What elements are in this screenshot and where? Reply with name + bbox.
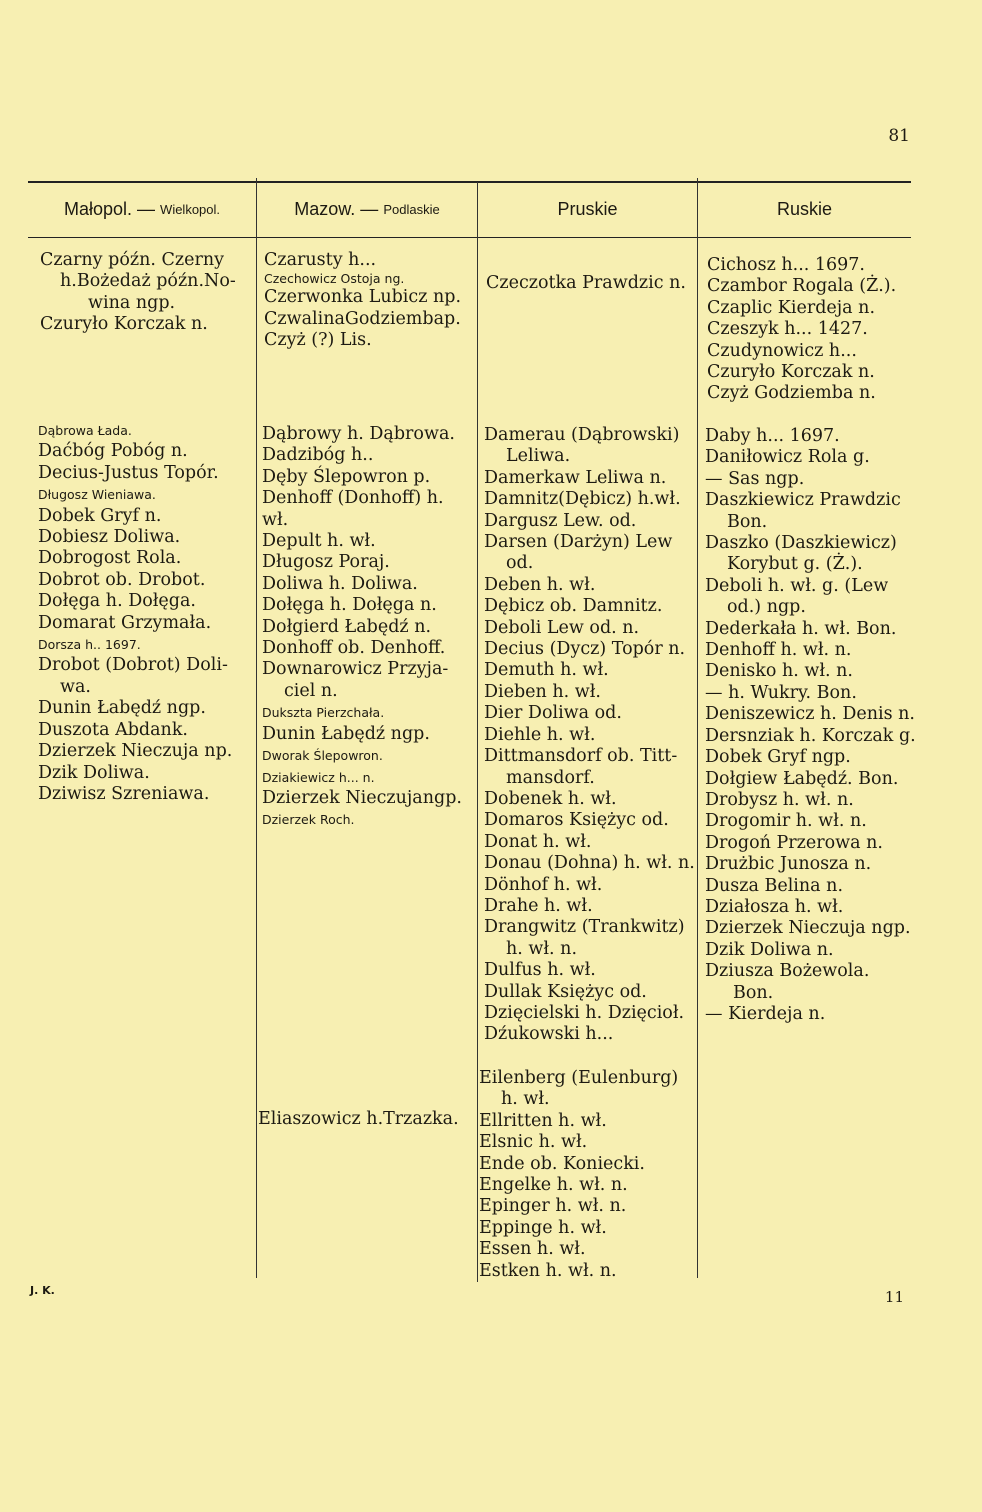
entry: Dzierzek Nieczujangp. <box>262 787 462 808</box>
entry: Leliwa. <box>506 446 571 467</box>
entry: Dönhof h. wł. <box>484 874 603 895</box>
entry: Dullak Księżyc od. <box>484 981 647 1002</box>
entry: wa. <box>60 676 91 697</box>
entry: Dołęga h. Dołęga n. <box>262 595 437 616</box>
entry: wł. <box>262 509 289 530</box>
entry: Działosza h. wł. <box>705 896 844 917</box>
entry: Dzięcielski h. Dzięcioł. <box>484 1002 685 1023</box>
entry: Dobrogost Rola. <box>38 548 182 569</box>
entry: Elsnic h. wł. <box>479 1132 588 1153</box>
header-ruskie: Ruskie <box>776 198 833 219</box>
entry: Daniłowicz Rola g. <box>705 447 870 468</box>
column-divider-2 <box>477 182 478 1282</box>
entry: mansdorf. <box>506 767 595 788</box>
header-mazow <box>257 182 477 236</box>
entry: Drogomir h. wł. n. <box>705 811 867 832</box>
col2-c-block <box>264 250 461 352</box>
entry: Damnitz(Dębicz) h.wł. <box>484 489 681 510</box>
entry: Dołgierd Łabędź n. <box>262 616 432 637</box>
entry: Czaplic Kierdeja n. <box>707 297 876 318</box>
entry: Darsen (Darżyn) Lew <box>484 532 673 553</box>
entry: Drobysz h. wł. n. <box>705 789 854 810</box>
entry: Engelke h. wł. n. <box>479 1175 628 1196</box>
entry: Damerau (Dąbrowski) <box>484 425 680 445</box>
entry: Eilenberg (Eulenburg) <box>479 1068 679 1088</box>
entry: Dargusz Lew. od. <box>484 510 637 531</box>
entry: Dadzibóg h.. <box>262 445 374 466</box>
entry: Korybut g. (Ż.). <box>727 554 863 575</box>
entry: Dusza Belina n. <box>705 875 844 896</box>
entry: Denisko h. wł. n. <box>705 661 853 682</box>
entry: Bon. <box>733 982 774 1003</box>
entry: Domarat Grzymała. <box>38 612 212 633</box>
col3-e-block <box>479 1068 678 1282</box>
entry: Dukszta Pierzchała. <box>262 705 385 721</box>
entry: Daby h... 1697. <box>705 426 840 446</box>
entry: — Kierdeja n. <box>705 1003 826 1024</box>
entry: Dobiesz Doliwa. <box>38 527 181 548</box>
entry: Czambor Rogala (Ż.). <box>707 276 897 297</box>
column-divider-1 <box>256 178 257 1278</box>
entry: Drahe h. wł. <box>484 895 593 916</box>
entry: h.Bożedaż późn.No- <box>60 271 236 292</box>
header-malopol-label: Małopol. — <box>63 198 156 219</box>
header-malopol <box>28 182 256 236</box>
entry: Dzierzek Roch. <box>262 812 355 828</box>
entry: ciel n. <box>284 680 338 701</box>
entry: Dobrot ob. Drobot. <box>38 569 206 590</box>
entry: Długosz Poraj. <box>262 552 390 573</box>
entry: Dębicz ob. Damnitz. <box>484 596 663 617</box>
entry: Eppinge h. wł. <box>479 1217 607 1238</box>
entry: Dzik Doliwa. <box>38 762 150 783</box>
entry: Daszko (Daszkiewicz) <box>705 533 897 554</box>
entry: Długosz Wieniawa. <box>38 487 156 503</box>
col3-c-block <box>486 273 686 294</box>
entry: Diehle h. wł. <box>484 724 596 745</box>
entry: Dąbrowa Łada. <box>38 423 132 438</box>
entry: Dziwisz Szreniawa. <box>38 783 210 804</box>
entry: od. <box>506 553 534 574</box>
entry: Dunin Łabędź ngp. <box>262 723 430 744</box>
entry: Dąbrowy h. Dąbrowa. <box>262 424 455 444</box>
entry: Dzik Doliwa n. <box>705 939 834 960</box>
entry: Deboli Lew od. n. <box>484 617 640 638</box>
entry: Daćbóg Pobóg n. <box>38 441 188 462</box>
header-podlaskie-label: Podlaskie <box>383 201 440 217</box>
entry: Czyż Godziemba n. <box>707 383 876 404</box>
entry: Drogoń Przerowa n. <box>705 832 883 853</box>
entry: Duszota Abdank. <box>38 719 188 740</box>
entry: Czerwonka Lubicz np. <box>264 287 462 308</box>
entry: Denhoff h. wł. n. <box>705 640 852 661</box>
col3-d-block <box>484 425 695 1046</box>
entry: Dziusza Bożewola. <box>705 961 870 982</box>
entry: Czarusty h... <box>264 250 377 270</box>
entry: Ende ob. Koniecki. <box>479 1153 645 1174</box>
entry: Denhoff (Donhoff) h. <box>262 488 444 509</box>
entry: Czeszyk h... 1427. <box>707 319 868 340</box>
entry: Dunin Łabędź ngp. <box>38 698 206 719</box>
entry: Essen h. wł. <box>479 1239 586 1260</box>
footer-signature: 11 <box>884 1288 904 1306</box>
col4-c-block <box>707 255 896 405</box>
col2-d-block <box>262 424 462 831</box>
entry: Dziakiewicz h... n. <box>262 769 375 785</box>
entry: Dźukowski h... <box>484 1024 614 1045</box>
entry: Donhoff ob. Denhoff. <box>262 638 446 659</box>
entry: Donat h. wł. <box>484 831 592 852</box>
entry: Dzierzek Nieczuja ngp. <box>705 918 911 939</box>
entry: Demuth h. wł. <box>484 660 609 681</box>
entry: Dobenek h. wł. <box>484 788 617 809</box>
entry: Dzierzek Nieczuja np. <box>38 741 233 762</box>
entry: Eliaszowicz h.Trzazka. <box>258 1109 459 1129</box>
entry: Dieben h. wł. <box>484 681 601 702</box>
entry: Czuryło Korczak n. <box>40 314 208 335</box>
entry: Deniszewicz h. Denis n. <box>705 704 915 725</box>
entry: Czuryło Korczak n. <box>707 362 875 383</box>
entry: Dier Doliwa od. <box>484 703 622 724</box>
entry: Dobek Gryf n. <box>38 505 162 526</box>
column-divider-3 <box>697 178 698 1278</box>
entry: Dorsza h.. 1697. <box>38 637 141 653</box>
page-number: 81 <box>888 126 910 146</box>
col4-d-block <box>705 426 916 1025</box>
entry: — h. Wukry. Bon. <box>705 682 857 703</box>
entry: Estken h. wł. n. <box>479 1260 617 1281</box>
entry: Bon. <box>727 511 768 532</box>
entry: Czechowicz Ostoja ng. <box>264 271 405 287</box>
entry: Czyż (?) Lis. <box>264 330 372 351</box>
entry: Dederkała h. wł. Bon. <box>705 618 897 639</box>
entry: Czarny późn. Czerny <box>40 250 224 270</box>
entry: Drangwitz (Trankwitz) <box>484 917 685 938</box>
entry: Drobot (Dobrot) Doli- <box>38 655 228 676</box>
entry: Dołgiew Łabędź. Bon. <box>705 768 899 789</box>
entry: wina ngp. <box>88 292 176 313</box>
header-mazow-label: Mazow. — <box>294 198 379 219</box>
entry: Dulfus h. wł. <box>484 960 596 981</box>
header-wielkopol-label: Wielkopol. <box>160 201 221 217</box>
entry: Damerkaw Leliwa n. <box>484 467 667 488</box>
entry: Ellritten h. wł. <box>479 1110 607 1131</box>
entry: Decius-Justus Topór. <box>38 462 219 483</box>
entry: Depult h. wł. <box>262 531 376 552</box>
entry: Decius (Dycz) Topór n. <box>484 639 686 660</box>
col2-e-block <box>258 1109 459 1130</box>
entry: Dęby Ślepowron p. <box>262 466 431 487</box>
entry: Czeczotka Prawdzic n. <box>486 273 686 293</box>
entry: — Sas ngp. <box>705 468 805 489</box>
header-bottom-rule <box>28 237 911 238</box>
header-pruskie: Pruskie <box>557 198 618 219</box>
entry: od.) ngp. <box>727 597 806 618</box>
entry: Drużbic Junosza n. <box>705 854 872 875</box>
entry: Donau (Dohna) h. wł. n. <box>484 853 695 874</box>
entry: Dworak Ślepowron. <box>262 748 383 764</box>
entry: h. wł. n. <box>506 938 578 959</box>
entry: Downarowicz Przyja- <box>262 659 449 680</box>
entry: Domaros Księżyc od. <box>484 810 669 831</box>
entry: CzwalinaGodziembap. <box>264 308 461 329</box>
entry: Deben h. wł. <box>484 574 596 595</box>
entry: Doliwa h. Doliwa. <box>262 573 418 594</box>
col1-c-block <box>40 250 236 336</box>
entry: Epinger h. wł. n. <box>479 1196 627 1217</box>
entry: Daszkiewicz Prawdzic <box>705 490 901 511</box>
entry: Cichosz h... 1697. <box>707 255 865 275</box>
entry: Dersnziak h. Korczak g. <box>705 725 916 746</box>
entry: Dołęga h. Dołęga. <box>38 591 196 612</box>
entry: Czudynowicz h... <box>707 340 857 361</box>
footer-initials: J. K. <box>30 1284 55 1297</box>
entry: Deboli h. wł. g. (Lew <box>705 575 889 596</box>
col1-d-block <box>38 420 232 805</box>
entry: h. wł. <box>501 1089 550 1110</box>
entry: Dittmansdorf ob. Titt- <box>484 746 678 767</box>
entry: Dobek Gryf ngp. <box>705 747 851 768</box>
